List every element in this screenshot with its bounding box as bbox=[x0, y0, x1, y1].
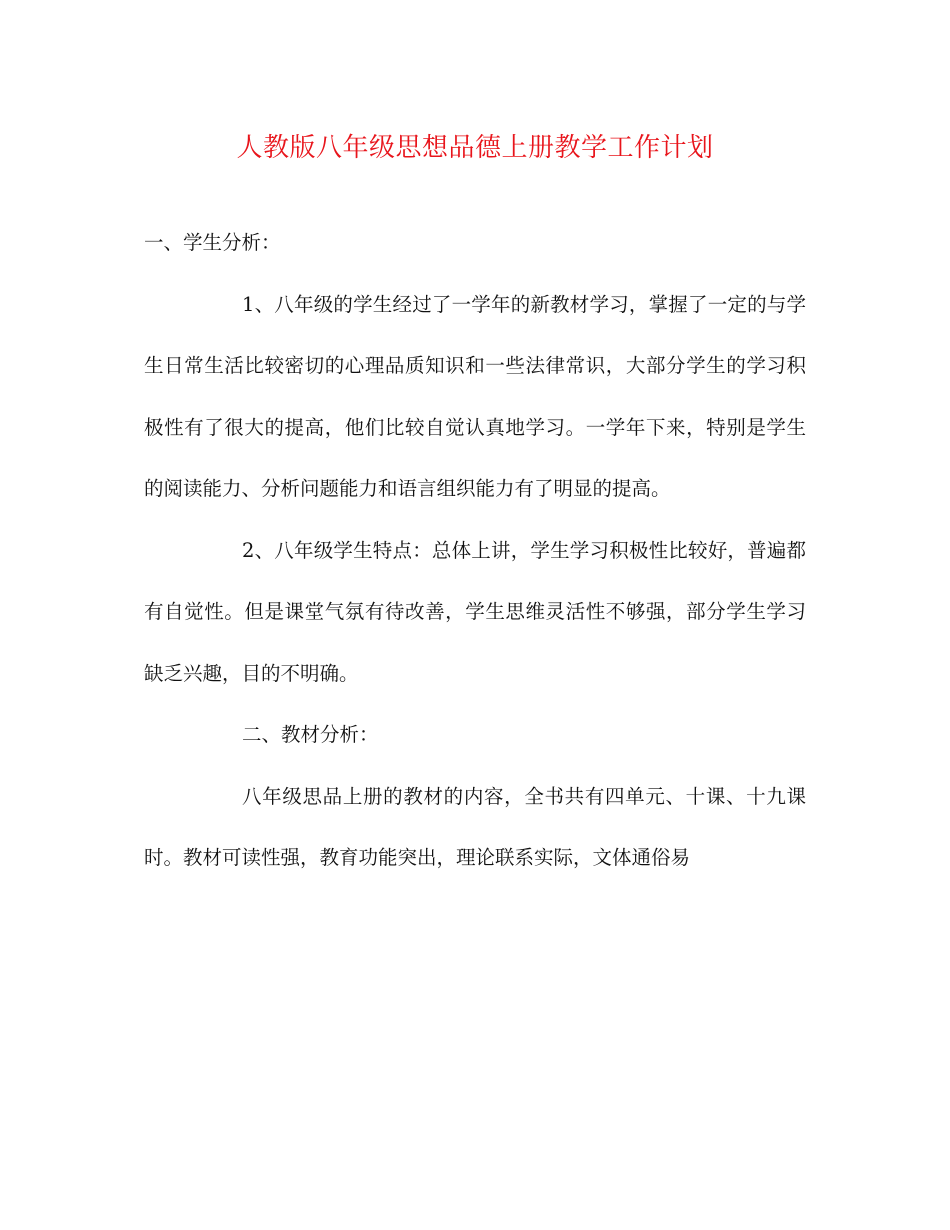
section-heading-student-analysis: 一、学生分析： bbox=[144, 231, 281, 254]
paragraph-textbook-content: 八年级思品上册的教材的内容，全书共有四单元、十课、十九课时。教材可读性强，教育功能突出，理论联系实际，文体通俗易 bbox=[144, 784, 806, 869]
section-heading-textbook-analysis: 二、教材分析： bbox=[242, 723, 379, 746]
paragraph-student-point-1: 1、八年级的学生经过了一学年的新教材学习，掌握了一定的与学生日常生活比较密切的心理品质知识和一些法律常识，大部分学生的学习积极性有了很大的提高，他们比较自觉认真地学习。一学年下来，特别是学生的阅读能力、分析问题能力和语言组织能力有了明显的提高。 bbox=[144, 292, 806, 500]
document-body bbox=[144, 212, 806, 889]
document-title: 人教版八年级思想品德上册教学工作计划 bbox=[236, 133, 714, 163]
paragraph-student-point-2: 2、八年级学生特点：总体上讲，学生学习积极性比较好，普遍都有自觉性。但是课堂气氛有待改善，学生思维灵活性不够强，部分学生学习缺乏兴趣，目的不明确。 bbox=[144, 538, 806, 685]
